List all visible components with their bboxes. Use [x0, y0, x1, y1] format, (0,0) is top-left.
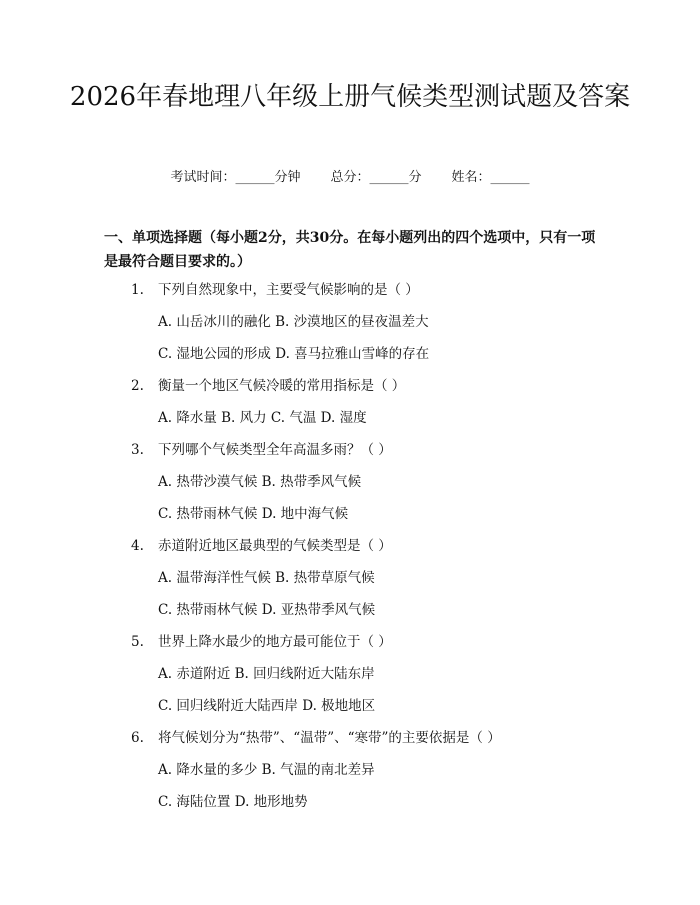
section-heading: 一、单项选择题（每小题2分，共30分。在每小题列出的四个选项中，只有一项是最符合题目要求的。）	[104, 230, 596, 270]
question-text: 世界上降水最少的地方最可能位于（ ）	[158, 634, 392, 650]
question-options-line: C. 湿地公园的形成 D. 喜马拉雅山雪峰的存在	[158, 346, 430, 362]
question-stem	[131, 728, 501, 748]
question-text: 下列自然现象中，主要受气候影响的是（ ）	[158, 282, 419, 298]
question-item	[0, 728, 700, 824]
question-number: 1.	[131, 282, 144, 298]
question-options-line: A. 山岳冰川的融化 B. 沙漠地区的昼夜温差大	[158, 314, 429, 330]
question-options-line: A. 降水量 B. 风力 C. 气温 D. 湿度	[158, 410, 367, 426]
question-item	[0, 536, 700, 632]
question-text: 将气候划分为“热带”、“温带”、“寒带”的主要依据是（ ）	[158, 730, 501, 746]
question-text: 赤道附近地区最典型的气候类型是（ ）	[158, 538, 392, 554]
question-options-line: A. 赤道附近 B. 回归线附近大陆东岸	[158, 666, 375, 682]
question-number: 4.	[131, 538, 144, 554]
question-options-line: C. 热带雨林气候 D. 地中海气候	[158, 506, 349, 522]
question-options-line: A. 热带沙漠气候 B. 热带季风气候	[158, 474, 362, 490]
question-stem	[131, 632, 392, 652]
question-options-line: C. 热带雨林气候 D. 亚热带季风气候	[158, 602, 376, 618]
exam-time-field: 考试时间：______分钟	[170, 170, 301, 185]
total-score-field: 总分：______分	[330, 170, 422, 185]
question-stem	[131, 376, 405, 396]
question-options-line: A. 降水量的多少 B. 气温的南北差异	[158, 762, 375, 778]
question-number: 2.	[131, 378, 144, 394]
question-item	[0, 440, 700, 536]
student-name-field: 姓名：______	[451, 170, 530, 185]
question-stem	[131, 536, 392, 556]
document-title: 2026年春地理八年级上册气候类型测试题及答案	[69, 82, 631, 112]
question-text: 衡量一个地区气候冷暖的常用指标是（ ）	[158, 378, 406, 394]
question-number: 5.	[131, 634, 144, 650]
question-text: 下列哪个气候类型全年高温多雨？（ ）	[158, 442, 392, 458]
question-stem	[131, 280, 419, 300]
question-options-line: C. 回归线附近大陆西岸 D. 极地地区	[158, 698, 376, 714]
question-list	[0, 280, 700, 824]
question-item	[0, 376, 700, 440]
question-item	[0, 632, 700, 728]
question-number: 6.	[131, 730, 144, 746]
exam-info-line	[0, 168, 700, 188]
question-item	[0, 280, 700, 376]
question-number: 3.	[131, 442, 144, 458]
question-stem	[131, 440, 392, 460]
question-options-line: A. 温带海洋性气候 B. 热带草原气候	[158, 570, 375, 586]
question-options-line: C. 海陆位置 D. 地形地势	[158, 794, 308, 810]
